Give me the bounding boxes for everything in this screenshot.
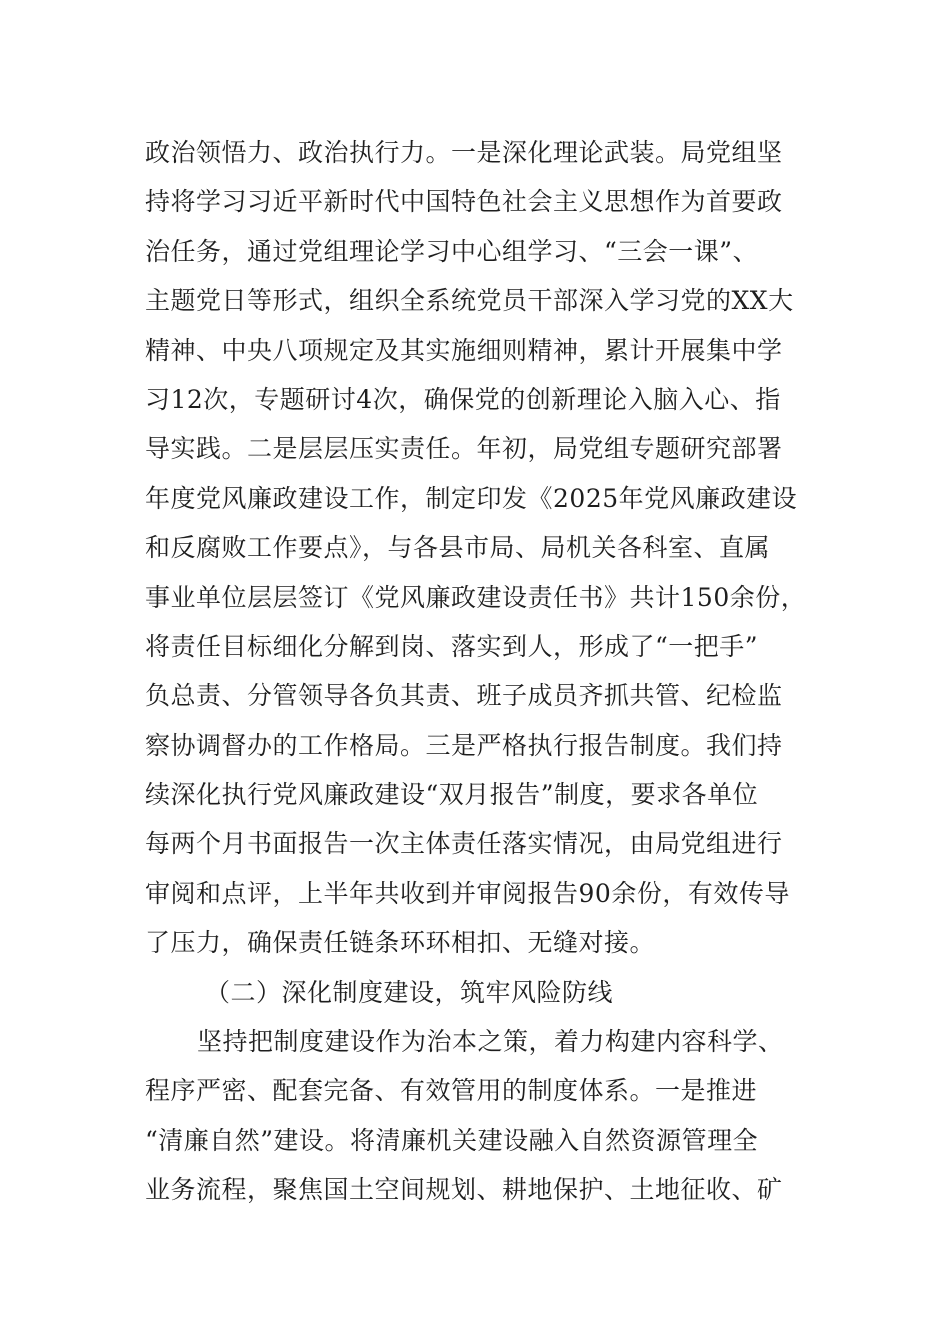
paragraph-line: 治任务，通过党组理论学习中心组学习、“三会一课”、 bbox=[145, 236, 759, 266]
paragraph-line: 了压力，确保责任链条环环相扣、无缝对接。 bbox=[145, 928, 656, 958]
paragraph-line: 导实践。二是层层压实责任。年初，局党组专题研究部署 bbox=[145, 434, 783, 464]
section-heading: （二）深化制度建设，筑牢风险防线 bbox=[205, 977, 614, 1007]
paragraph-line: 察协调督办的工作格局。三是严格执行报告制度。我们持 bbox=[145, 730, 783, 760]
paragraph-line: 审阅和点评，上半年共收到并审阅报告90余份，有效传导 bbox=[145, 878, 790, 908]
paragraph-line: 年度党风廉政建设工作，制定印发《2025年党风廉政建设 bbox=[145, 483, 798, 513]
paragraph-line: 政治领悟力、政治执行力。一是深化理论武装。局党组坚 bbox=[145, 138, 783, 167]
paragraph-line: 和反腐败工作要点》，与各县市局、局机关各科室、直属 bbox=[145, 533, 771, 563]
paragraph-line: 负总责、分管领导各负其责、班子成员齐抓共管、纪检监 bbox=[145, 681, 783, 711]
paragraph-line: 坚持把制度建设作为治本之策，着力构建内容科学、 bbox=[197, 1027, 784, 1057]
paragraph-line: 习12次，专题研讨4次，确保党的创新理论入脑入心、指 bbox=[145, 384, 781, 414]
paragraph-line: 每两个月书面报告一次主体责任落实情况，由局党组进行 bbox=[145, 829, 783, 859]
document-body bbox=[145, 128, 807, 1215]
paragraph-line: 持将学习习近平新时代中国特色社会主义思想作为首要政 bbox=[145, 187, 783, 217]
paragraph-line: 精神、中央八项规定及其实施细则精神，累计开展集中学 bbox=[145, 335, 783, 365]
paragraph-line: 业务流程，聚焦国土空间规划、耕地保护、土地征收、矿 bbox=[145, 1175, 783, 1205]
paragraph-line: 主题党日等形式，组织全系统党员干部深入学习党的XX大 bbox=[145, 286, 794, 316]
paragraph-line: 续深化执行党风廉政建设“双月报告”制度，要求各单位 bbox=[145, 780, 759, 810]
paragraph-line: 程序严密、配套完备、有效管用的制度体系。一是推进 bbox=[145, 1076, 758, 1106]
paragraph-line: “清廉自然”建设。将清廉机关建设融入自然资源管理全 bbox=[145, 1125, 759, 1155]
paragraph-line: 事业单位层层签订《党风廉政建设责任书》共计150余份， bbox=[145, 582, 807, 612]
paragraph-line: 将责任目标细化分解到岗、落实到人，形成了“一把手” bbox=[145, 631, 759, 661]
